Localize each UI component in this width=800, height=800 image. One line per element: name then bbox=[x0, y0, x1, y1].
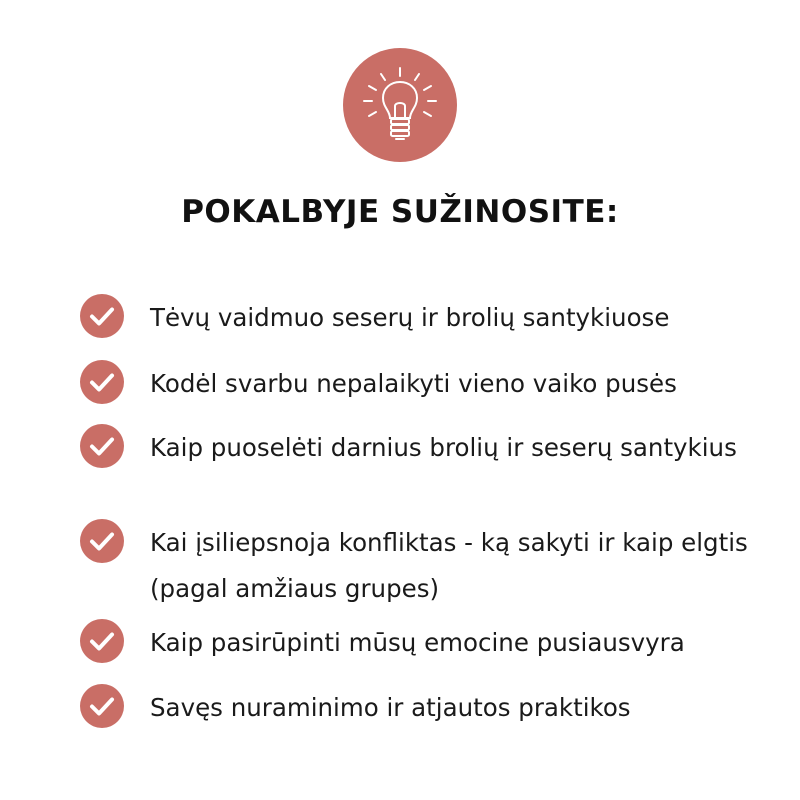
check-bullet bbox=[80, 519, 124, 563]
check-bullet bbox=[80, 294, 124, 338]
check-icon bbox=[80, 684, 124, 728]
check-icon bbox=[80, 424, 124, 468]
check-bullet bbox=[80, 360, 124, 404]
list-item-label: Kodėl svarbu nepalaikyti vieno vaiko pusės bbox=[150, 369, 677, 398]
lightbulb-badge bbox=[343, 48, 457, 162]
check-icon bbox=[80, 619, 124, 663]
check-icon bbox=[80, 519, 124, 563]
list-item-label: Kaip pasirūpinti mūsų emocine pusiausvyra bbox=[150, 628, 685, 657]
check-icon bbox=[80, 360, 124, 404]
check-bullet bbox=[80, 424, 124, 468]
check-icon bbox=[80, 294, 124, 338]
page-title: POKALBYJE SUŽINOSITE: bbox=[181, 194, 619, 230]
list-item-label: Savęs nuraminimo ir atjautos praktikos bbox=[150, 693, 631, 722]
list-item-label: Tėvų vaidmuo seserų ir brolių santykiuose bbox=[150, 303, 670, 332]
list-item-label: Kaip puoselėti darnius brolių ir seserų santykius bbox=[150, 433, 737, 462]
lightbulb-icon bbox=[343, 48, 457, 162]
check-bullet bbox=[80, 619, 124, 663]
list-item-label: Kai įsiliepsnoja konfliktas - ką sakyti ir kaip elgtis (pagal amžiaus grupes) bbox=[150, 528, 748, 603]
check-bullet bbox=[80, 684, 124, 728]
